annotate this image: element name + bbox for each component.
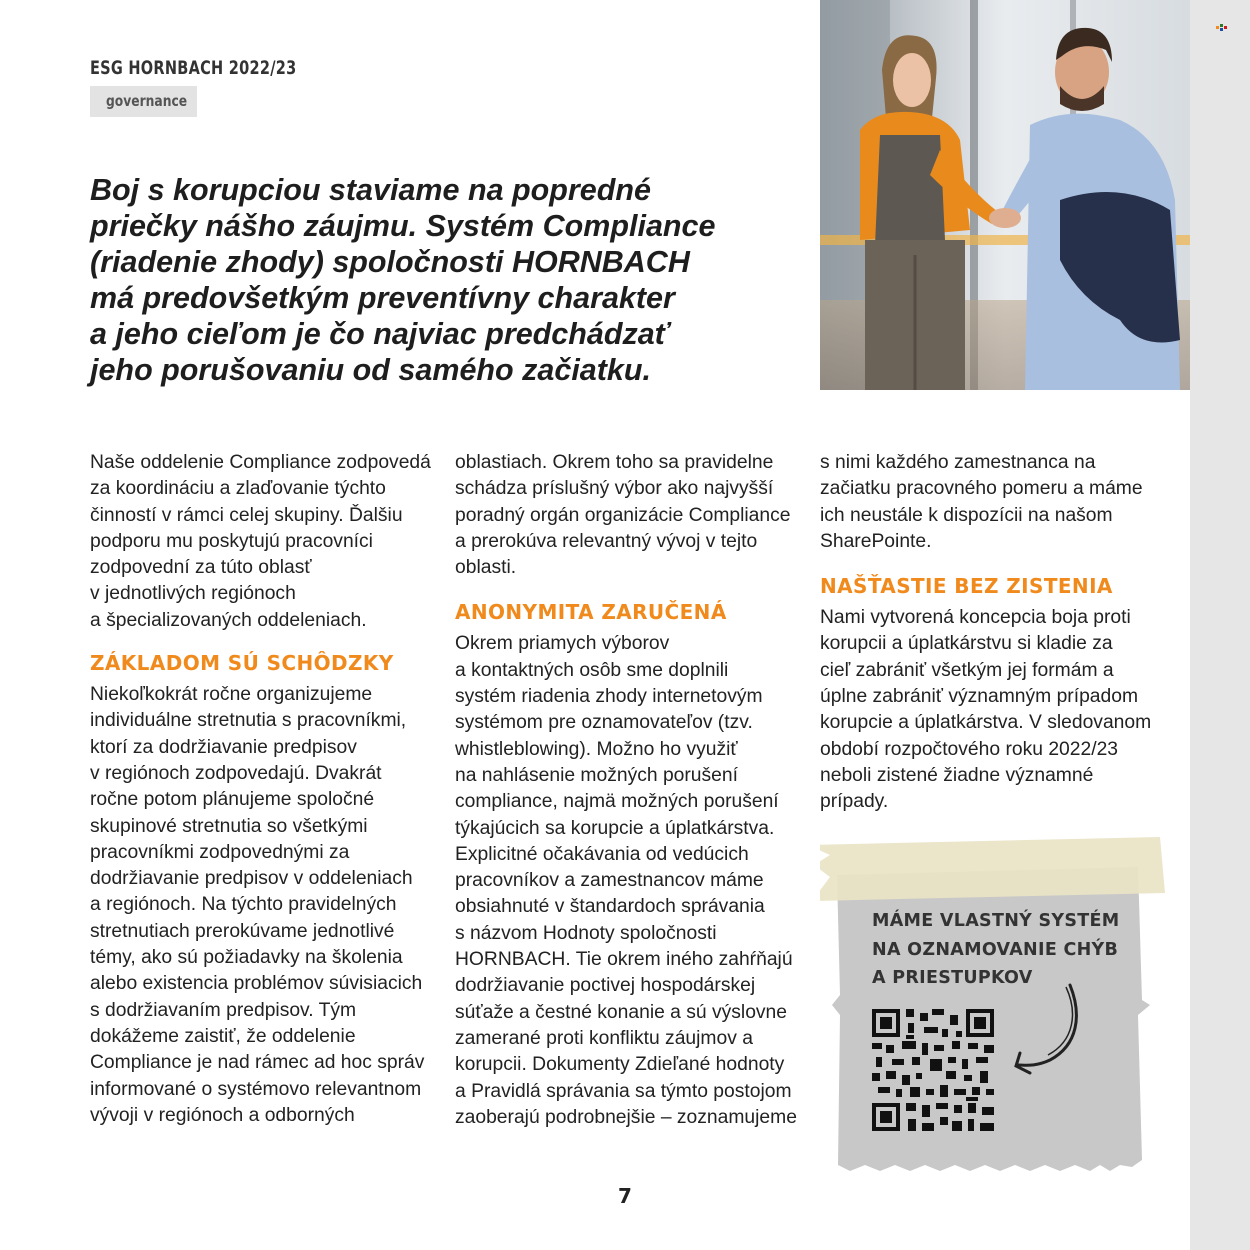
- section-heading-anonymity: ANONYMITA ZARUČENÁ: [455, 600, 727, 625]
- text-line: dodržiavanie predpisov v oddeleniach: [90, 868, 413, 890]
- section-tag: [90, 86, 197, 117]
- text-line: začiatku pracovného pomeru a máme: [820, 478, 1143, 500]
- text-line: compliance, najmä možných porušení: [455, 791, 779, 813]
- qr-code-icon: [872, 1009, 994, 1131]
- text-line: oblasti.: [455, 557, 517, 579]
- text-line: prípady.: [820, 791, 889, 813]
- text-line: cieľ zabrániť všetkým jej formám a: [820, 659, 1114, 681]
- text-line: za koordináciu a zlaďovanie týchto: [90, 478, 386, 500]
- whistleblowing-note: [820, 815, 1180, 1185]
- text-line: whistleblowing). Možno ho využiť: [455, 738, 738, 760]
- text-line: dodržiavanie poctivej hospodárskej: [455, 975, 756, 997]
- handshake-photo: [820, 0, 1190, 390]
- text-line: témy, ako sú požiadavky na školenia: [90, 947, 403, 969]
- intro-line: a jeho cieľom je čo najviac predchádzať: [90, 317, 670, 351]
- report-title: ESG HORNBACH 2022/23: [90, 57, 297, 79]
- text-line: ročne potom plánujeme spoločné: [90, 789, 375, 811]
- text-line: týkajúcich sa korupcie a úplatkárstva.: [455, 817, 775, 839]
- note-text: [872, 907, 1120, 993]
- text-line: a špecializovaných oddeleniach.: [90, 609, 367, 631]
- logo-icon: [1216, 24, 1228, 34]
- note-line: A PRIESTUPKOV: [872, 968, 1033, 988]
- text-line: s názvom Hodnoty spoločnosti: [455, 922, 717, 944]
- section-heading-no-findings: NAŠŤASTIE BEZ ZISTENIA: [820, 574, 1113, 599]
- text-line: pracovníkov a zamestnancov máme: [455, 870, 764, 892]
- text-line: systém riadenia zhody internetovým: [455, 686, 763, 708]
- text-line: a kontaktných osôb sme doplnili: [455, 659, 729, 681]
- text-line: na nahlásenie možných porušení: [455, 764, 738, 786]
- text-line: s dodržiavaním predpisov. Tým: [90, 999, 357, 1021]
- text-line: alebo existencia problémov súvisiacich: [90, 973, 423, 995]
- text-line: v regiónoch zodpovedajú. Dvakrát: [90, 762, 382, 784]
- text-line: SharePointe.: [820, 530, 932, 552]
- text-line: a Pravidlá správania sa týmto postojom: [455, 1080, 792, 1102]
- text-line: pracovníkmi zodpovednými za: [90, 841, 350, 863]
- text-line: korupcii a úplatkárstvu si kladie za: [820, 633, 1113, 655]
- intro-line: priečky nášho záujmu. Systém Compliance: [90, 209, 716, 243]
- section-tag-label: governance: [106, 92, 188, 110]
- text-column-3: [820, 450, 1170, 816]
- text-line: ktorí za dodržiavanie predpisov: [90, 736, 357, 758]
- text-line: oblastiach. Okrem toho sa pravidelne: [455, 452, 774, 473]
- text-line: schádza príslušný výbor ako najvyšší: [455, 478, 774, 500]
- text-line: Nami vytvorená koncepcia boja proti: [820, 607, 1131, 629]
- text-line: Compliance je nad rámec ad hoc správ: [90, 1052, 425, 1074]
- text-line: a prerokúva relevantný vývoj v tejto: [455, 530, 758, 552]
- text-line: úplne zabrániť významným prípadom: [820, 686, 1139, 708]
- text-line: korupcii. Dokumenty Zdieľané hodnoty: [455, 1054, 785, 1076]
- text-line: korupcie a úplatkárstva. V sledovanom: [820, 712, 1152, 734]
- text-line: HORNBACH. Tie okrem iného zahŕňajú: [455, 949, 793, 971]
- text-line: Niekoľkokrát ročne organizujeme: [90, 684, 373, 706]
- text-line: Explicitné očakávania od vedúcich: [455, 843, 749, 865]
- text-line: a regiónoch. Na týchto pravidelných: [90, 894, 397, 916]
- text-column-2: [455, 450, 805, 1131]
- note-line: NA OZNAMOVANIE CHÝB: [872, 939, 1119, 960]
- text-line: Naše oddelenie Compliance zodpovedá: [90, 452, 431, 473]
- text-line: činností v rámci celej skupiny. Ďalšiu: [90, 504, 403, 526]
- text-line: ich neustále k dispozícii na našom: [820, 504, 1113, 526]
- text-line: súťaže a čestné konanie a sú výslovne: [455, 1001, 787, 1023]
- intro-line: Boj s korupciou staviame na popredné: [90, 173, 651, 207]
- text-line: individuálne stretnutia s pracovníkmi,: [90, 710, 407, 732]
- page-number: 7: [618, 1184, 632, 1208]
- text-line: skupinové stretnutia so všetkými: [90, 815, 368, 837]
- text-line: systémom pre oznamovateľov (tzv.: [455, 712, 753, 734]
- text-line: zamerané proti konfliktu záujmov a: [455, 1027, 753, 1049]
- text-line: v jednotlivých regiónoch: [90, 583, 296, 605]
- text-line: podporu mu poskytujú pracovníci: [90, 530, 373, 552]
- text-line: Okrem priamych výborov: [455, 633, 670, 655]
- sidebar-strip: [1190, 0, 1250, 1250]
- text-line: poradný orgán organizácie Compliance: [455, 504, 791, 526]
- intro-line: má predovšetkým preventívny charakter: [90, 281, 675, 315]
- intro-line: (riadenie zhody) spoločnosti HORNBACH: [90, 245, 690, 279]
- text-line: období rozpočtového roku 2022/23: [820, 738, 1119, 760]
- note-line: MÁME VLASTNÝ SYSTÉM: [872, 911, 1120, 931]
- text-line: zaoberajú podrobnejšie – zoznamujeme: [455, 1106, 797, 1128]
- text-line: informované o systémovo relevantnom: [90, 1078, 422, 1100]
- text-line: s nimi každého zamestnanca na: [820, 452, 1096, 473]
- text-line: neboli zistené žiadne významné: [820, 764, 1094, 786]
- text-line: vývoji v regiónoch a odborných: [90, 1104, 355, 1126]
- text-line: zodpovední za túto oblasť: [90, 557, 312, 579]
- text-line: stretnutiach prerokúvame jednotlivé: [90, 920, 395, 942]
- section-heading-meetings: ZÁKLADOM SÚ SCHÔDZKY: [90, 651, 394, 676]
- text-column-1: [90, 450, 440, 1129]
- text-line: dokážeme zaistiť, že oddelenie: [90, 1025, 356, 1047]
- intro-heading: [90, 172, 790, 388]
- intro-line: jeho porušovaniu od samého začiatku.: [90, 353, 651, 387]
- text-line: obsiahnuté v štandardoch správania: [455, 896, 765, 918]
